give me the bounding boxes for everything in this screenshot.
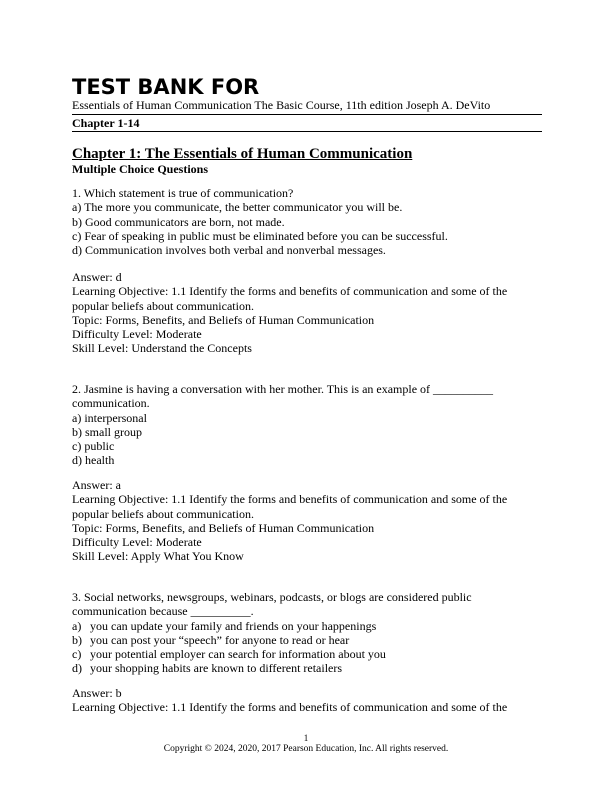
difficulty-level: Difficulty Level: Moderate [72,327,202,342]
learning-objective: Learning Objective: 1.1 Identify the forms and benefits of communication and some of the [72,700,508,715]
header-rule-bottom [72,131,542,132]
answer-key: Answer: a [72,478,121,492]
header-rule-top [72,114,542,115]
option-letter: d) [72,661,82,676]
question-1 [72,186,542,257]
answer-option: a) The more you communicate, the better communicator you will be. [72,200,403,215]
answer-option: b) Good communicators are born, not made. [72,214,285,229]
learning-objective: Learning Objective: 1.1 Identify the forms and benefits of communication and some of the popular beliefs about communication. [72,284,508,313]
answer-option: a) interpersonal [72,410,147,425]
option-letter: b) [72,632,82,647]
option-text: you can post your “speech” for anyone to read or hear [90,632,350,647]
option-text: you can update your family and friends on your happenings [90,618,377,633]
difficulty-level: Difficulty Level: Moderate [72,535,202,550]
answer-option [72,619,542,633]
answer-option: b) small group [72,424,142,439]
option-text: your potential employer can search for information about you [90,647,386,662]
answer-key: Answer: b [72,686,122,700]
answer-option: d) health [72,453,115,468]
option-text: your shopping habits are known to different retailers [90,661,343,676]
answer-option: c) public [72,439,115,454]
answer-option: c) Fear of speaking in public must be eliminated before you can be successful. [72,228,448,243]
answer-option [72,647,542,661]
question-3 [72,590,542,676]
test-bank-banner: TEST BANK FOR [72,75,260,99]
topic: Topic: Forms, Benefits, and Beliefs of Human Communication [72,520,375,535]
learning-objective: Learning Objective: 1.1 Identify the forms and benefits of communication and some of the popular beliefs about communication. [72,492,508,521]
question-2-meta [72,478,542,564]
chapter-title: Chapter 1: The Essentials of Human Communication [72,146,413,162]
book-subtitle: Essentials of Human Communication The Basic Course, 11th edition Joseph A. DeVito [72,98,491,112]
answer-option: d) Communication involves both verbal and nonverbal messages. [72,243,386,258]
answer-key: Answer: d [72,270,122,284]
option-letter: c) [72,647,82,662]
skill-level: Skill Level: Understand the Concepts [72,341,252,356]
answer-option [72,633,542,647]
answer-option [72,661,542,675]
question-1-meta [72,270,542,356]
topic: Topic: Forms, Benefits, and Beliefs of Human Communication [72,312,375,327]
page-number: 1 [303,733,309,743]
section-heading: Multiple Choice Questions [72,162,209,176]
question-stem: 2. Jasmine is having a conversation with her mother. This is an example of __________ communication. [72,382,494,411]
chapter-range: Chapter 1-14 [72,116,140,130]
question-stem: 1. Which statement is true of communication? [72,186,294,200]
copyright-notice: Copyright © 2024, 2020, 2017 Pearson Education, Inc. All rights reserved. [163,744,449,754]
question-stem: 3. Social networks, newsgroups, webinars, podcasts, or blogs are considered public communication because __________. [72,590,472,619]
option-letter: a) [72,618,82,633]
question-3-meta [72,686,542,715]
question-2 [72,382,542,468]
skill-level: Skill Level: Apply What You Know [72,549,244,564]
